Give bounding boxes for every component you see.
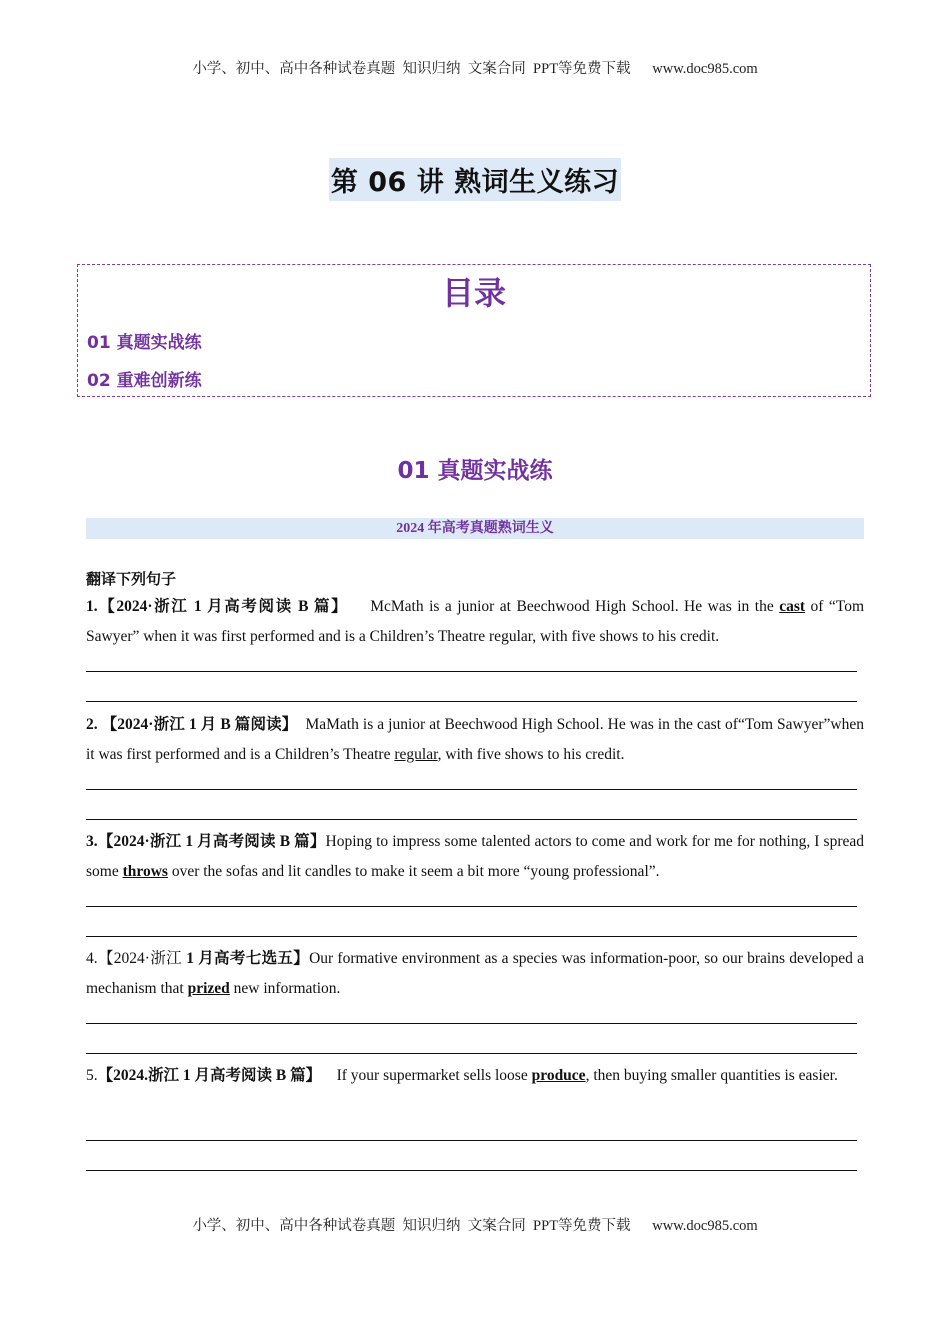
toc-item-2[interactable]: 02 重难创新练 — [87, 371, 202, 391]
question-source: 1.【2024·浙江 1 月高考阅读 B 篇】 — [86, 598, 349, 615]
toc-heading: 目录 — [441, 274, 506, 312]
question-5 — [86, 1061, 864, 1091]
answer-line[interactable] — [86, 1053, 857, 1054]
question-keyword: produce — [531, 1067, 586, 1084]
question-keyword: prized — [187, 979, 230, 997]
question-1 — [86, 592, 864, 651]
question-source: 3.【2024·浙江 1 月高考阅读 B 篇】 — [86, 833, 326, 850]
page-header: 小学、初中、高中各种试卷真题 知识归纳 文案合同 PPT等免费下载 www.doc985.com — [192, 61, 758, 77]
toc-item-1[interactable]: 01 真题实战练 — [87, 333, 202, 353]
question-3 — [86, 827, 864, 886]
answer-line[interactable] — [86, 819, 857, 820]
answer-line[interactable] — [86, 1140, 857, 1141]
section-title: 01 真题实战练 — [397, 458, 553, 484]
question-text-post: over the sofas and lit candles to make it seem a bit more “young professional”. — [167, 862, 660, 880]
answer-line[interactable] — [86, 1023, 857, 1024]
question-2 — [86, 710, 864, 769]
question-text-post: new information. — [229, 979, 341, 997]
answer-line[interactable] — [86, 1170, 857, 1171]
question-text-pre: MaMath is a junior at Beechwood High School. He was in the cast of“Tom Sawyer”when it was first performed and is a Children’s Theatre — [86, 716, 864, 763]
instruction: 翻译下列句子 — [86, 570, 177, 588]
answer-line[interactable] — [86, 789, 857, 790]
question-text-post: of “Tom Sawyer” when it was first performed and is a Children’s Theatre regular, with five shows to his credit. — [86, 598, 864, 645]
question-text-pre: McMath is a junior at Beechwood High School. He was in the — [370, 598, 780, 615]
question-source-prefix: 4.【2024·浙江 — [86, 950, 187, 967]
page-footer: 小学、初中、高中各种试卷真题 知识归纳 文案合同 PPT等免费下载 www.doc985.com — [192, 1218, 758, 1234]
question-text-post: , with five shows to his credit. — [437, 745, 625, 763]
question-text-pre: If your supermarket sells loose — [336, 1067, 532, 1084]
question-source: 2. 【2024·浙江 1 月 B 篇阅读】 — [86, 716, 298, 733]
question-text-pre: Our formative environment as a species was information-poor, so our brains developed a mechanism that — [86, 950, 864, 997]
question-source-prefix: 5. — [86, 1067, 98, 1084]
question-source: 【2024.浙江 1 月高考阅读 B 篇】 — [97, 1067, 322, 1084]
question-text-pre: Hoping to impress some talented actors to come and work for me for nothing, I spread some — [86, 833, 864, 880]
title-wrap — [0, 158, 950, 201]
question-4 — [86, 944, 864, 1003]
question-keyword: cast — [779, 598, 806, 615]
answer-line[interactable] — [86, 671, 857, 672]
answer-line[interactable] — [86, 936, 857, 937]
question-keyword: throws — [122, 862, 168, 880]
answer-line[interactable] — [86, 906, 857, 907]
answer-line[interactable] — [86, 701, 857, 702]
section-band: 2024 年高考真题熟词生义 — [86, 518, 864, 539]
question-keyword: regular — [394, 745, 438, 763]
question-source: 1 月高考七选五】 — [186, 950, 310, 967]
page-title: 第 06 讲 熟词生义练习 — [329, 158, 621, 201]
question-text-post: , then buying smaller quantities is easier. — [585, 1067, 838, 1084]
